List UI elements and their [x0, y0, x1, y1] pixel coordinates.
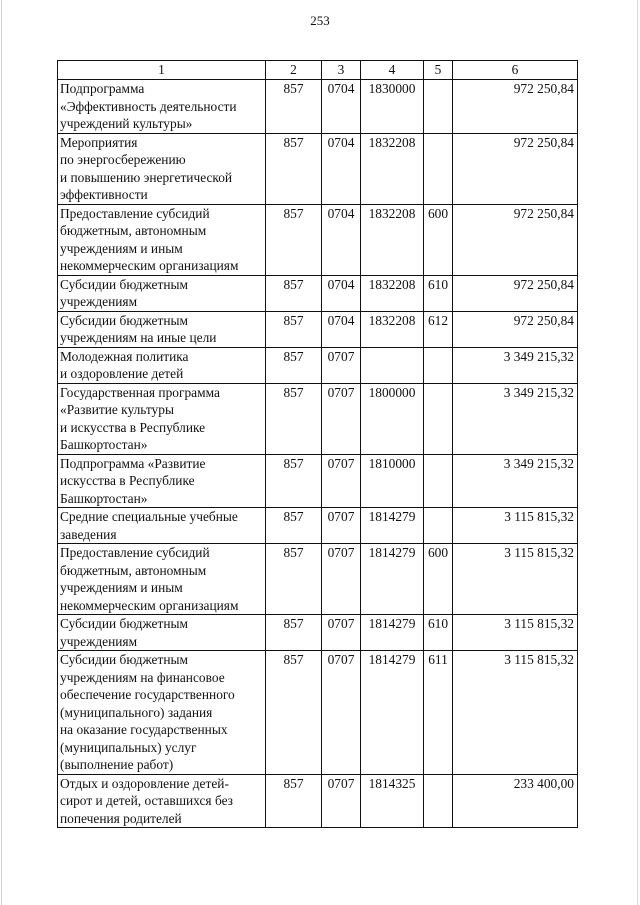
column-header-name: 1: [58, 61, 266, 80]
cell-name: [58, 508, 266, 544]
cell-cs: 1814279: [361, 651, 424, 775]
cell-cs: 1814279: [361, 615, 424, 651]
table-row: [58, 454, 578, 508]
cell-razdel: 0704: [322, 133, 361, 204]
cell-name-line: Подпрограмма: [60, 81, 145, 96]
cell-name: [58, 774, 266, 828]
cell-name: [58, 311, 266, 347]
cell-name-line: эффективности: [60, 187, 148, 202]
cell-name-line: и искусства в Республике: [60, 419, 206, 435]
table-header-row: [58, 61, 578, 80]
cell-name-line: (муниципального) задания: [60, 704, 213, 720]
cell-vr: [424, 80, 453, 134]
cell-vr: [424, 774, 453, 828]
cell-cs: 1830000: [361, 80, 424, 134]
cell-name-line: Субсидии бюджетным: [60, 652, 188, 667]
cell-name-line: учреждениям на финансовое: [60, 669, 225, 685]
cell-vr: [424, 508, 453, 544]
cell-cs: 1832208: [361, 311, 424, 347]
cell-name-line: заведения: [60, 526, 117, 542]
cell-sum: 3 349 215,32: [453, 347, 578, 383]
table-row: [58, 347, 578, 383]
column-header-ved: 2: [266, 61, 322, 80]
cell-vr: [424, 133, 453, 204]
cell-cs: 1832208: [361, 204, 424, 275]
cell-razdel: 0707: [322, 544, 361, 615]
cell-name-line: обеспечение государственного: [60, 687, 235, 702]
cell-name-line: сирот и детей, оставшихся без: [60, 793, 233, 808]
cell-ved: 857: [266, 80, 322, 134]
cell-name-line: попечения родителей: [60, 810, 182, 826]
cell-name: [58, 347, 266, 383]
cell-ved: 857: [266, 311, 322, 347]
scan-edge-left: [1, 0, 2, 905]
cell-name-line: Субсидии бюджетным: [60, 616, 188, 631]
cell-sum: 3 115 815,32: [453, 651, 578, 775]
cell-vr: 610: [424, 275, 453, 311]
table-row: [58, 615, 578, 651]
table-row: [58, 133, 578, 204]
cell-cs: 1832208: [361, 275, 424, 311]
cell-name-line: Предоставление субсидий: [60, 205, 210, 221]
cell-sum: 972 250,84: [453, 204, 578, 275]
cell-cs: [361, 347, 424, 383]
cell-name-line: Подпрограмма «Развитие: [60, 455, 206, 471]
cell-name: [58, 204, 266, 275]
cell-ved: 857: [266, 508, 322, 544]
cell-name-line: (выполнение работ): [60, 757, 174, 772]
cell-cs: 1814279: [361, 544, 424, 615]
cell-name: [58, 651, 266, 775]
cell-vr: [424, 383, 453, 454]
cell-name: [58, 275, 266, 311]
cell-razdel: 0704: [322, 80, 361, 134]
cell-sum: 233 400,00: [453, 774, 578, 828]
table-row: [58, 544, 578, 615]
cell-razdel: 0707: [322, 774, 361, 828]
cell-name-line: учреждениям и иным: [60, 580, 183, 595]
cell-vr: 612: [424, 311, 453, 347]
cell-sum: 3 349 215,32: [453, 454, 578, 508]
cell-ved: 857: [266, 651, 322, 775]
cell-cs: 1800000: [361, 383, 424, 454]
cell-name-line: искусства в Республике: [60, 473, 195, 488]
cell-name: [58, 133, 266, 204]
cell-ved: 857: [266, 615, 322, 651]
cell-razdel: 0707: [322, 615, 361, 651]
cell-razdel: 0707: [322, 383, 361, 454]
cell-razdel: 0704: [322, 311, 361, 347]
cell-name-line: Молодежная политика: [60, 348, 189, 364]
table-row: [58, 80, 578, 134]
cell-sum: 972 250,84: [453, 311, 578, 347]
column-header-vr: 5: [424, 61, 453, 80]
table-body: [58, 80, 578, 828]
cell-vr: [424, 454, 453, 508]
cell-vr: 610: [424, 615, 453, 651]
cell-ved: 857: [266, 383, 322, 454]
cell-cs: 1814279: [361, 508, 424, 544]
cell-cs: 1814325: [361, 774, 424, 828]
column-header-cs: 4: [361, 61, 424, 80]
cell-name-line: Башкортостан»: [60, 437, 148, 452]
column-header-razdel: 3: [322, 61, 361, 80]
cell-cs: 1810000: [361, 454, 424, 508]
cell-name-line: Мероприятия: [60, 134, 138, 150]
cell-vr: 600: [424, 204, 453, 275]
cell-name-line: «Развитие культуры: [60, 402, 174, 417]
cell-name-line: некоммерческим организациям: [60, 597, 239, 613]
cell-ved: 857: [266, 133, 322, 204]
table-row: [58, 275, 578, 311]
cell-name-line: учреждениям на иные цели: [60, 330, 217, 345]
cell-ved: 857: [266, 347, 322, 383]
cell-vr: [424, 347, 453, 383]
cell-sum: 3 115 815,32: [453, 544, 578, 615]
cell-name-line: и повышению энергетической: [60, 169, 233, 185]
cell-name-line: учреждениям и иным: [60, 240, 183, 256]
cell-name-line: бюджетным, автономным: [60, 223, 207, 238]
cell-sum: 972 250,84: [453, 275, 578, 311]
cell-name-line: учреждений культуры»: [60, 116, 193, 131]
cell-name-line: и оздоровление детей: [60, 366, 184, 381]
cell-name: [58, 615, 266, 651]
table-row: [58, 508, 578, 544]
page-number: 253: [310, 13, 330, 28]
table-row: [58, 204, 578, 275]
cell-name-line: учреждениям: [60, 633, 138, 649]
cell-sum: 3 115 815,32: [453, 615, 578, 651]
scan-edge-right: [637, 0, 638, 905]
cell-name-line: Субсидии бюджетным: [60, 276, 188, 292]
cell-name-line: (муниципальных) услуг: [60, 739, 197, 755]
cell-razdel: 0707: [322, 454, 361, 508]
cell-ved: 857: [266, 774, 322, 828]
cell-razdel: 0707: [322, 347, 361, 383]
cell-razdel: 0704: [322, 204, 361, 275]
cell-name-line: «Эффективность деятельности: [60, 98, 237, 114]
table-row: [58, 651, 578, 775]
cell-vr: 611: [424, 651, 453, 775]
cell-ved: 857: [266, 275, 322, 311]
cell-name-line: по энергосбережению: [60, 152, 186, 167]
cell-ved: 857: [266, 544, 322, 615]
column-header-sum: 6: [453, 61, 578, 80]
cell-name: [58, 383, 266, 454]
cell-razdel: 0707: [322, 651, 361, 775]
table-row: [58, 311, 578, 347]
cell-name-line: Башкортостан»: [60, 490, 148, 506]
cell-ved: 857: [266, 454, 322, 508]
cell-name-line: бюджетным, автономным: [60, 562, 207, 578]
budget-table: [57, 60, 578, 828]
cell-ved: 857: [266, 204, 322, 275]
cell-name-line: Средние специальные учебные: [60, 509, 238, 524]
cell-name-line: Государственная программа: [60, 384, 220, 400]
cell-name-line: Предоставление субсидий: [60, 545, 210, 560]
cell-name-line: Субсидии бюджетным: [60, 312, 188, 328]
cell-sum: 3 115 815,32: [453, 508, 578, 544]
cell-name: [58, 80, 266, 134]
cell-name-line: учреждениям: [60, 294, 138, 309]
cell-vr: 600: [424, 544, 453, 615]
cell-sum: 972 250,84: [453, 133, 578, 204]
cell-name: [58, 454, 266, 508]
cell-sum: 972 250,84: [453, 80, 578, 134]
cell-name-line: на оказание государственных: [60, 722, 228, 737]
table-row: [58, 383, 578, 454]
cell-name: [58, 544, 266, 615]
cell-razdel: 0704: [322, 275, 361, 311]
cell-name-line: Отдых и оздоровление детей-: [60, 775, 229, 791]
cell-name-line: некоммерческим организациям: [60, 258, 239, 273]
cell-razdel: 0707: [322, 508, 361, 544]
table-row: [58, 774, 578, 828]
cell-cs: 1832208: [361, 133, 424, 204]
cell-sum: 3 349 215,32: [453, 383, 578, 454]
